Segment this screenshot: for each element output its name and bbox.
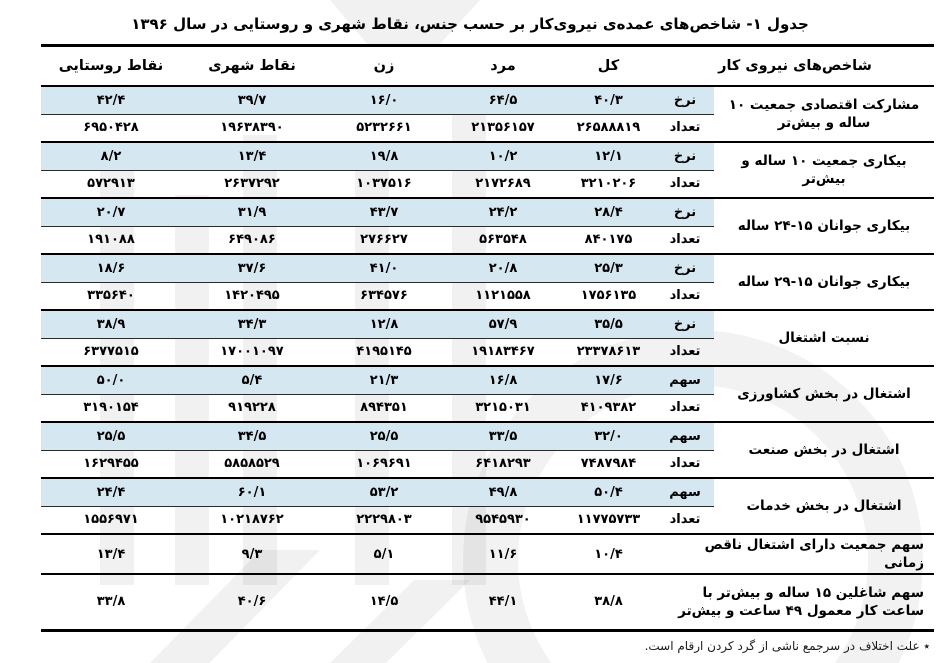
value-cell-total: ۲۳۳۷۸۶۱۳ [576,344,641,360]
value-cell-rural: ۱۶۲۹۴۵۵ [83,456,139,472]
value-cell-women: ۲۵/۵ [323,422,445,450]
column-header-urban: نقاط شهری [208,58,296,74]
value-cell-women: ۵۲۳۲۶۶۱ [356,120,412,136]
value-cell-men: ۹۵۴۵۹۳۰ [475,512,531,528]
value-cell-men: ۵۷/۹ [445,310,561,338]
value-cell-urban: ۵/۴ [181,366,323,394]
value-cell-women: ۲۲۲۹۸۰۳ [356,512,412,528]
value-cell-urban: ۱۳/۴ [181,142,323,170]
column-header-total: کل [597,58,620,74]
value-cell-women: ۱۶/۰ [323,86,445,114]
value-cell-women: ۱۰۶۹۶۹۱ [356,456,412,472]
column-header-indicator: شاخص‌های نیروی کار [718,58,872,74]
value-cell-rural: ۳۸/۹ [41,310,181,338]
value-cell-men: ۳۲۱۵۰۳۱ [475,400,531,416]
measure-type-label: تعداد [669,232,701,248]
value-cell-total: ۳۸/۸ [594,594,623,610]
table-row [41,310,934,338]
table-row [41,478,934,506]
value-cell-men: ۲۱۳۵۶۱۵۷ [471,120,535,136]
value-cell-women: ۱۲/۸ [323,310,445,338]
value-cell-rural: ۱۳/۴ [96,546,126,562]
table-row [41,254,934,282]
indicator-label: سهم شاغلین ۱۵ ساله و بیش‌تر با ساعت کار معمول ۴۹ ساعت و بیش‌تر [678,584,924,619]
table-body [41,86,934,630]
indicator-label: مشارکت اقتصادی جمعیت ۱۰ ساله و بیش‌تر [728,97,920,131]
value-cell-total: ۴۰/۳ [561,86,656,114]
measure-type-label: تعداد [669,176,701,192]
value-cell-men: ۱۹۱۸۳۴۶۷ [471,344,535,360]
value-cell-urban: ۱۰۲۱۸۷۶۲ [220,512,284,528]
value-cell-total: ۳۵/۵ [561,310,656,338]
value-cell-rural: ۸/۲ [41,142,181,170]
value-cell-urban: ۵۸۵۸۵۲۹ [224,456,280,472]
value-cell-men: ۶۴/۵ [445,86,561,114]
value-cell-women: ۵۳/۲ [323,478,445,506]
table-row [41,198,934,226]
rounding-footnote: ٭ علت اختلاف در سرجمع ناشی از گرد کردن ارقام است. [644,638,930,653]
value-cell-urban: ۱۹۶۳۸۳۹۰ [220,120,284,136]
value-cell-men: ۵۶۳۵۴۸ [479,232,527,248]
value-cell-total: ۱۷/۶ [561,366,656,394]
value-cell-men: ۲۴/۲ [445,198,561,226]
value-cell-total: ۳۲۱۰۲۰۶ [580,176,637,192]
table-row [41,142,934,170]
value-cell-urban: ۲۶۳۷۲۹۲ [224,176,280,192]
value-cell-total: ۷۴۸۷۹۸۴ [580,456,637,472]
measure-type-label: تعداد [669,120,701,136]
value-cell-men: ۳۳/۵ [445,422,561,450]
value-cell-urban: ۹۱۹۲۲۸ [228,400,276,416]
measure-type-label: تعداد [669,288,701,304]
value-cell-women: ۲۷۶۶۲۷ [360,232,408,248]
value-cell-urban: ۳۹/۷ [181,86,323,114]
value-cell-total: ۲۶۵۸۸۸۱۹ [576,120,641,136]
value-cell-rural: ۳۱۹۰۱۵۴ [83,400,139,416]
value-cell-urban: ۳۷/۶ [181,254,323,282]
value-cell-women: ۴۳/۷ [323,198,445,226]
value-cell-total: ۲۸/۴ [561,198,656,226]
measure-type-label: نرخ [656,142,714,170]
value-cell-women: ۵/۱ [373,546,395,562]
value-cell-rural: ۲۵/۵ [41,422,181,450]
indicator-label: بیکاری جمعیت ۱۰ ساله و بیش‌تر [741,153,907,187]
value-cell-rural: ۱۵۵۶۹۷۱ [83,512,139,528]
value-cell-urban: ۹/۳ [241,546,263,562]
indicator-label: اشتغال در بخش کشاورزی [737,386,911,402]
value-cell-men: ۶۴۱۸۲۹۳ [475,456,531,472]
value-cell-urban: ۱۷۰۰۱۰۹۷ [220,344,284,360]
measure-type-label: تعداد [669,400,701,416]
value-cell-men: ۱۱۲۱۵۵۸ [475,288,531,304]
indicator-label: اشتغال در بخش صنعت [748,442,900,458]
value-cell-women: ۱۰۳۷۵۱۶ [356,176,412,192]
value-cell-women: ۱۹/۸ [323,142,445,170]
value-cell-total: ۱۰/۴ [594,546,623,562]
value-cell-men: ۱۰/۲ [445,142,561,170]
column-header-rural: نقاط روستایی [58,58,164,74]
value-cell-total: ۱۲/۱ [561,142,656,170]
measure-type-label: سهم [656,422,714,450]
value-cell-men: ۱۶/۸ [445,366,561,394]
value-cell-urban: ۴۰/۶ [237,594,267,610]
measure-type-label: تعداد [669,456,701,472]
value-cell-men: ۴۹/۸ [445,478,561,506]
measure-type-label: تعداد [669,512,701,528]
value-cell-urban: ۶۰/۱ [181,478,323,506]
indicator-label: نسبت اشتغال [778,330,870,346]
column-header-women: زن [373,58,395,74]
value-cell-women: ۴۱/۰ [323,254,445,282]
table-row [41,574,934,630]
table-title: جدول ۱- شاخص‌های عمده‌ی نیروی‌کار بر حسب جنس، نقاط شهری و روستایی در سال ۱۳۹۶ [131,15,809,33]
column-header-men: مرد [490,58,516,74]
table-row [41,366,934,394]
value-cell-total: ۱۷۵۶۱۳۵ [580,288,637,304]
value-cell-women: ۴۱۹۵۱۴۵ [356,344,412,360]
value-cell-total: ۲۵/۳ [561,254,656,282]
measure-type-label: نرخ [656,254,714,282]
value-cell-total: ۱۱۷۷۵۷۳۳ [576,512,641,528]
value-cell-women: ۶۳۴۵۷۶ [360,288,408,304]
value-cell-urban: ۳۱/۹ [181,198,323,226]
value-cell-men: ۲۰/۸ [445,254,561,282]
indicator-label: بیکاری جوانان ۱۵-۲۴ ساله [737,218,911,234]
value-cell-rural: ۲۰/۷ [41,198,181,226]
indicator-label: سهم جمعیت دارای اشتغال ناقص زمانی [704,537,924,571]
value-cell-rural: ۵۰/۰ [41,366,181,394]
value-cell-rural: ۱۸/۶ [41,254,181,282]
value-cell-rural: ۳۳/۸ [96,594,126,610]
value-cell-men: ۴۴/۱ [488,594,518,610]
value-cell-men: ۲۱۷۲۶۸۹ [475,176,531,192]
value-cell-urban: ۳۴/۵ [181,422,323,450]
value-cell-women: ۸۹۴۳۵۱ [360,400,408,416]
indicator-label: اشتغال در بخش خدمات [746,498,902,514]
value-cell-men: ۱۱/۶ [488,546,518,562]
table-row [41,86,934,114]
value-cell-total: ۴۱۰۹۳۸۲ [580,400,637,416]
indicator-label: بیکاری جوانان ۱۵-۲۹ ساله [737,274,911,290]
labor-indicators-table [41,44,934,632]
measure-type-label: نرخ [656,198,714,226]
table-row [41,422,934,450]
value-cell-urban: ۱۴۲۰۴۹۵ [224,288,280,304]
value-cell-total: ۵۰/۴ [561,478,656,506]
value-cell-urban: ۶۴۹۰۸۶ [228,232,276,248]
measure-type-label: سهم [656,478,714,506]
table-row [41,534,934,574]
value-cell-urban: ۳۴/۳ [181,310,323,338]
measure-type-label: نرخ [656,86,714,114]
value-cell-women: ۲۱/۳ [323,366,445,394]
value-cell-rural: ۱۹۱۰۸۸ [87,232,135,248]
value-cell-rural: ۲۴/۴ [41,478,181,506]
value-cell-rural: ۶۳۷۷۵۱۵ [83,344,139,360]
value-cell-rural: ۳۳۵۶۴۰ [87,288,135,304]
measure-type-label: تعداد [669,344,701,360]
value-cell-total: ۳۲/۰ [561,422,656,450]
value-cell-women: ۱۴/۵ [369,594,399,610]
header-row [41,46,934,87]
value-cell-rural: ۴۲/۴ [41,86,181,114]
measure-type-label: نرخ [656,310,714,338]
value-cell-rural: ۵۷۲۹۱۳ [87,176,135,192]
measure-type-label: سهم [656,366,714,394]
value-cell-rural: ۶۹۵۰۴۲۸ [83,120,139,136]
value-cell-total: ۸۴۰۱۷۵ [584,232,633,248]
